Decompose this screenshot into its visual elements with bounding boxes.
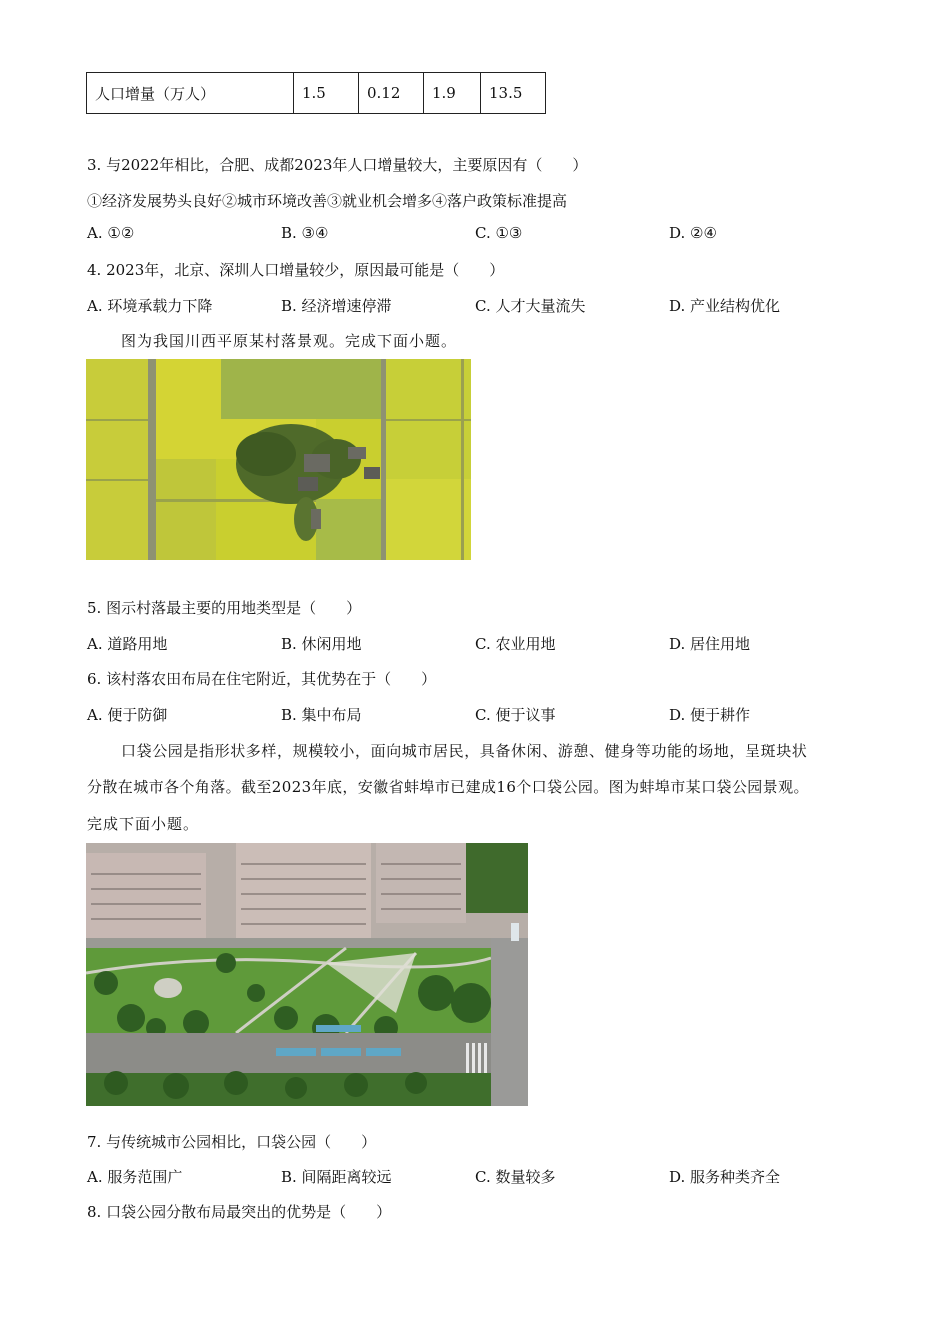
q4-option-c: C. 人才大量流失 — [475, 297, 586, 315]
question-7-stem: 7. 与传统城市公园相比，口袋公园（ ） — [87, 1133, 377, 1151]
q7-option-b: B. 间隔距离较远 — [281, 1168, 392, 1186]
q6-option-c: C. 便于议事 — [475, 706, 556, 724]
question-8-stem: 8. 口袋公园分散布局最突出的优势是（ ） — [87, 1203, 392, 1221]
population-table — [86, 72, 546, 114]
intro-pocket-park-line2: 分散在城市各个角落。截至2023年底，安徽省蚌埠市已建成16个口袋公园。图为蚌埠市某口袋公园景观。 — [87, 778, 809, 796]
question-6-stem: 6. 该村落农田布局在住宅附近，其优势在于（ ） — [87, 670, 437, 688]
q4-option-a: A. 环境承载力下降 — [87, 297, 213, 315]
intro-pocket-park-line1: 口袋公园是指形状多样，规模较小，面向城市居民，具备休闲、游憩、健身等功能的场地，呈斑块状 — [121, 742, 808, 760]
q7-option-a: A. 服务范围广 — [87, 1168, 183, 1186]
question-3-statements: ①经济发展势头良好②城市环境改善③就业机会增多④落户政策标准提高 — [87, 192, 568, 210]
row-label-cell: 人口增量（万人） — [87, 73, 294, 114]
table-row — [87, 73, 546, 114]
value-cell: 1.5 — [294, 73, 359, 114]
q3-option-a: A. ①② — [87, 224, 135, 242]
intro-pocket-park-line3: 完成下面小题。 — [87, 815, 200, 833]
q5-option-b: B. 休闲用地 — [281, 635, 362, 653]
value-cell: 1.9 — [424, 73, 481, 114]
question-3-stem: 3. 与2022年相比，合肥、成都2023年人口增量较大，主要原因有（ ） — [87, 156, 588, 174]
pocket-park-aerial-image — [86, 843, 528, 1106]
q6-option-a: A. 便于防御 — [87, 706, 168, 724]
value-cell: 0.12 — [359, 73, 424, 114]
q5-option-c: C. 农业用地 — [475, 635, 556, 653]
value-cell: 13.5 — [481, 73, 546, 114]
q3-option-c: C. ①③ — [475, 224, 523, 242]
q5-option-a: A. 道路用地 — [87, 635, 168, 653]
q6-option-b: B. 集中布局 — [281, 706, 362, 724]
q6-option-d: D. 便于耕作 — [669, 706, 751, 724]
intro-village: 图为我国川西平原某村落景观。完成下面小题。 — [121, 332, 458, 350]
q7-option-c: C. 数量较多 — [475, 1168, 556, 1186]
q4-option-d: D. 产业结构优化 — [669, 297, 781, 315]
pocket-park-photo — [86, 843, 528, 1106]
question-5-stem: 5. 图示村落最主要的用地类型是（ ） — [87, 599, 362, 617]
q7-option-d: D. 服务种类齐全 — [669, 1168, 781, 1186]
q4-option-b: B. 经济增速停滞 — [281, 297, 392, 315]
question-4-stem: 4. 2023年，北京、深圳人口增量较少，原因最可能是（ ） — [87, 261, 505, 279]
village-aerial-image — [86, 359, 471, 560]
q3-option-b: B. ③④ — [281, 224, 329, 242]
q3-option-d: D. ②④ — [669, 224, 717, 242]
q5-option-d: D. 居住用地 — [669, 635, 751, 653]
village-photo — [86, 359, 471, 560]
